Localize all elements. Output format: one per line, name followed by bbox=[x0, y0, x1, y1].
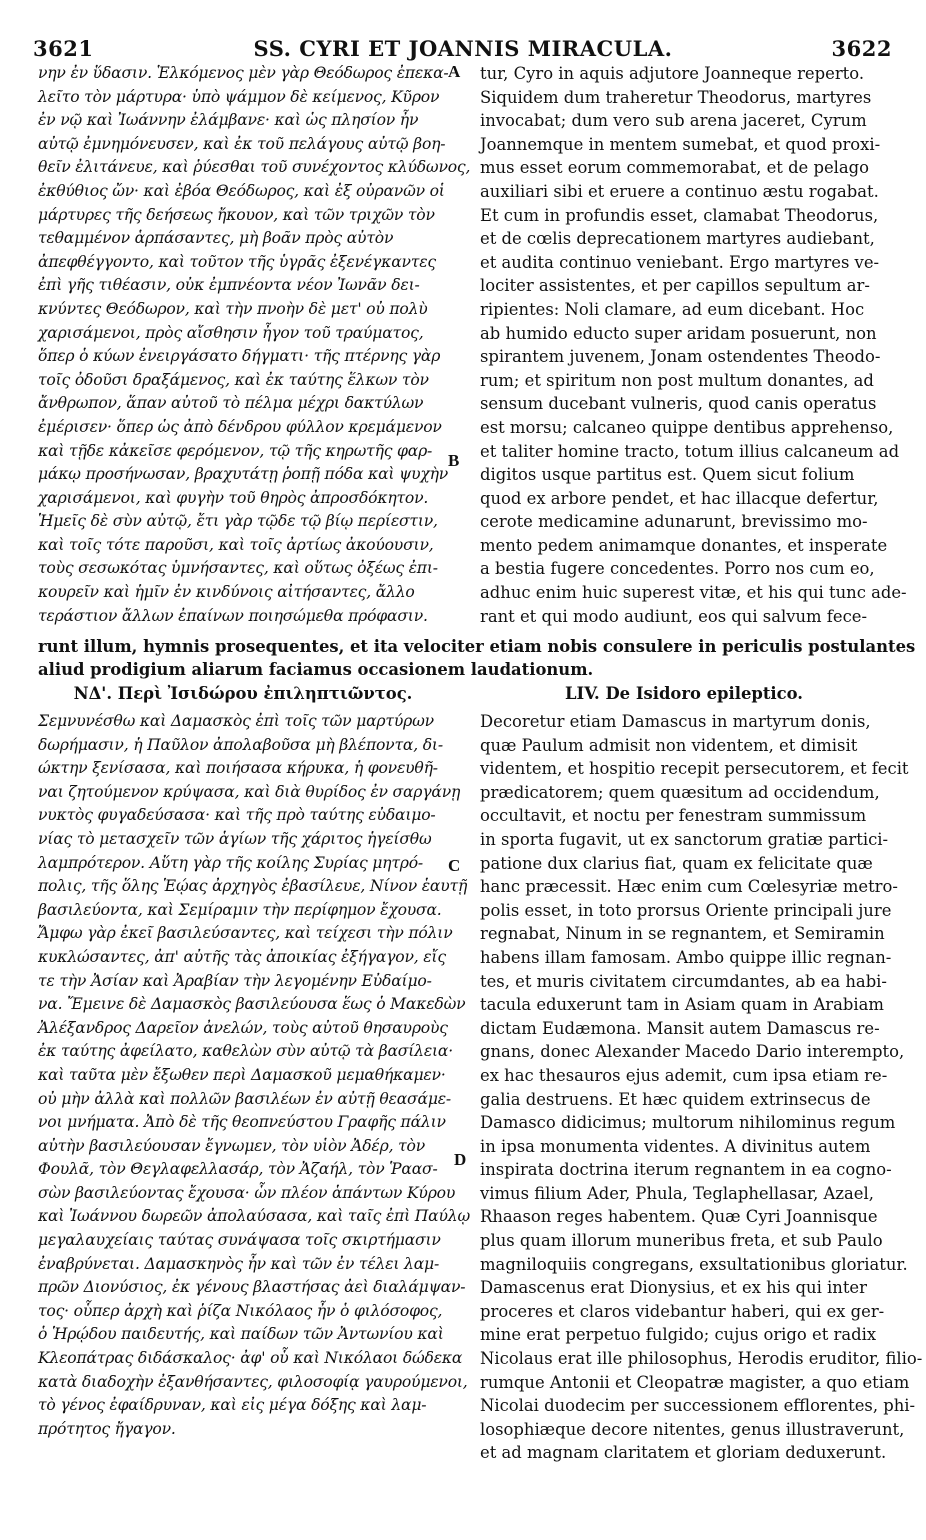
latin-text-line: tes, et muris civitatem circumdantes, ab ea habi- bbox=[480, 971, 887, 991]
latin-continuation-line-2: aliud prodigium aliarum faciamus occasionem laudationum. bbox=[38, 660, 594, 679]
greek-text-line: ἐναβρύνεται. Δαμασκηνὸς ἦν καὶ τῶν ἐν τέλει λαμ- bbox=[38, 1254, 440, 1273]
page-number-right: 3622 bbox=[831, 36, 892, 61]
greek-text-line: χαρισάμενοι, καὶ φυγὴν τοῦ θηρὸς ἀπροσδόκητον. bbox=[38, 488, 429, 507]
greek-text-line: ἀπεφθέγγοντο, καὶ τοῦτον τῆς ὑγρᾶς ἐξενέγκαντες bbox=[38, 252, 436, 271]
greek-column-bottom bbox=[38, 710, 470, 1441]
latin-text-line: rum; et spiritum non post multum donantes, ad bbox=[480, 370, 874, 390]
greek-text-line: ναι ζητούμενον κρύψασα, καὶ διὰ θυρίδος ἐν σαργάνῃ bbox=[38, 782, 461, 801]
greek-text-line: οὐ μὴν ἀλλὰ καὶ πολλῶν βασιλέων ἐν αὐτῇ θεασάμε- bbox=[38, 1089, 451, 1108]
greek-text-line: ὁ Ἡρῴδου παιδευτής, καὶ παίδων τῶν Ἀντωνίου καὶ bbox=[38, 1325, 444, 1344]
greek-text-line: τεράστιον ἄλλων ἐπαίνων ποιησώμεθα πρόφασιν. bbox=[38, 606, 428, 625]
latin-text-line: Joannemque in mentem sumebat, et quod proxi- bbox=[480, 134, 881, 154]
latin-text-line: magniloquiis congregans, exsultationibus gloriatur. bbox=[480, 1254, 908, 1274]
greek-text-line: πολις, τῆς ὅλης Ἑῴας ἀρχηγὸς ἐβασίλευε, Νίνον ἑαυτῇ bbox=[38, 877, 468, 896]
latin-text-line: prædicatorem; quem quæsitum ad occidendum, bbox=[480, 782, 880, 802]
latin-text-line: vimus filium Ader, Phula, Teglaphellasar, Azael, bbox=[480, 1183, 874, 1203]
latin-text-line: mine erat perpetuo fulgido; cujus origo et radix bbox=[480, 1325, 877, 1345]
greek-text-line: να. Ἔμεινε δὲ Δαμασκὸς βασιλεύουσα ἕως ὁ Μακεδὼν bbox=[38, 995, 466, 1014]
latin-text-line: regnabat, Ninum in se regnantem, et Semiramin bbox=[480, 924, 885, 944]
greek-text-line: καὶ τῇδε κἀκεῖσε φερόμενον, τῷ τῆς κηρωτῆς φαρ- bbox=[38, 441, 433, 460]
latin-text-line: dictam Eudæmona. Mansit autem Damascus re- bbox=[480, 1018, 880, 1038]
greek-text-line: Φουλᾶ, τὸν Θεγλαφελλασάρ, τὸν Ἀζαήλ, τὸν Ῥαασ- bbox=[38, 1160, 438, 1179]
latin-text-line: ex hac thesauros ejus ademit, cum ipsa etiam re- bbox=[480, 1065, 888, 1085]
latin-text-line: plus quam illorum muneribus freta, et sub Paulo bbox=[480, 1231, 883, 1251]
greek-column-top bbox=[38, 62, 471, 628]
greek-text-line: ἐκθύθιος ὤν· καὶ ἐβόα Θεόδωρος, καὶ ἐξ οὐρανῶν οἱ bbox=[38, 181, 445, 200]
latin-column-top bbox=[480, 62, 907, 628]
latin-text-line: proceres et claros videbantur haberi, qui ex ger- bbox=[480, 1301, 885, 1321]
greek-text-line: νυκτὸς φυγαδεύσασα· καὶ τῆς πρὸ ταύτης εὐδαιμο- bbox=[38, 806, 436, 825]
greek-text-line: κνύντες Θεόδωρον, καὶ τὴν πνοὴν δὲ μετ' οὐ πολὺ bbox=[38, 299, 428, 318]
latin-text-line: gnans, donec Alexander Macedo Dario interempto, bbox=[480, 1042, 905, 1062]
latin-text-line: Decoretur etiam Damascus in martyrum donis, bbox=[480, 712, 871, 731]
latin-text-line: quæ Paulum admisit non videntem, et dimisit bbox=[480, 735, 858, 755]
greek-text-line: αὐτὴν βασιλεύουσαν ἔγνωμεν, τὸν υἱὸν Ἀδέρ, τὸν bbox=[38, 1136, 425, 1155]
latin-text-line: spirantem juvenem, Jonam ostendentes Theodo- bbox=[480, 347, 881, 367]
greek-text-line: τεθαμμένον ἁρπάσαντες, μὴ βοᾶν πρὸς αὐτὸν bbox=[38, 229, 394, 248]
greek-text-line: ἐκ ταύτης ἀφείλατο, καθελὼν σὺν αὐτῷ τὰ βασίλεια· bbox=[38, 1042, 454, 1061]
greek-text-line: τοὺς σεσωκότας ὑμνήσαντες, καὶ οὕτως ὀξέως ἐπι- bbox=[38, 559, 438, 578]
latin-text-line: cerote medicamine adunarunt, brevissimo mo- bbox=[480, 512, 868, 532]
latin-text-line: a bestia fugere concedentes. Porro nos cum eo, bbox=[480, 559, 875, 579]
greek-text-line: ὅπερ ὁ κύων ἐνειργάσατο δήγματι· τῆς πτέρνης γὰρ bbox=[38, 347, 441, 366]
greek-text-line: νίας τὸ μετασχεῖν τῶν ἁγίων τῆς χάριτος ἡγείσθω bbox=[38, 829, 432, 848]
greek-text-line: κατὰ διαδοχὴν ἐξανθήσαντες, φιλοσοφίᾳ γαυρούμενοι, bbox=[38, 1372, 468, 1391]
latin-text-line: tur, Cyro in aquis adjutore Joanneque reperto. bbox=[480, 64, 865, 83]
greek-text-line: μεγαλαυχείαις ταύτας συνάψασα τοῖς σκιρτήμασιν bbox=[38, 1231, 441, 1250]
latin-text-line: et audita continuo veniebant. Ergo martyres ve- bbox=[480, 252, 880, 272]
greek-text-line: κυκλώσαντες, ἀπ' αὐτῆς τὰς ἀποικίας ἐξήγαγον, εἴς bbox=[38, 947, 446, 966]
greek-text-line: πρῶν Διονύσιος, ἐκ γένους βλαστήσας ἀεὶ διαλάμψαν- bbox=[38, 1278, 466, 1297]
greek-text-line: Σεμνυνέσθω καὶ Δαμασκὸς ἐπὶ τοῖς τῶν μαρτύρων bbox=[38, 712, 434, 730]
greek-text-line: βασιλεύοντα, καὶ Σεμίραμιν τὴν περίφημον ἔχουσα. bbox=[38, 900, 442, 919]
latin-text-line: et ad magnam claritatem et gloriam deduxerunt. bbox=[480, 1443, 887, 1463]
latin-text-line: ripientes: Noli clamare, ad eum dicebant. Hoc bbox=[480, 299, 865, 319]
latin-text-line: invocabat; dum vero sub arena jaceret, Cyrum bbox=[480, 111, 867, 131]
greek-text-line: κουρεῖν καὶ ἡμῖν ἐν κινδύνοις αἰτήσαντες, ἄλλο bbox=[38, 583, 415, 602]
latin-text-line: et taliter homine tracto, totum illius calcaneum ad bbox=[480, 441, 900, 461]
greek-text-line: ἐμέρισεν· ὅπερ ὡς ἀπὸ δένδρου φύλλον κρεμάμενον bbox=[38, 417, 442, 436]
margin-letter-b: B bbox=[448, 451, 460, 470]
latin-text-line: polis esset, in toto prorsus Oriente principali jure bbox=[480, 900, 892, 920]
latin-text-line: hanc præcessit. Hæc enim cum Cœlesyriæ metro- bbox=[480, 877, 898, 897]
greek-text-line: λεῖτο τὸν μάρτυρα· ὑπὸ ψάμμον δὲ κείμενος, Κῦρον bbox=[38, 87, 440, 106]
latin-text-line: ab humido educto super aridam posuerunt, non bbox=[480, 323, 877, 343]
greek-text-line: καὶ τοῖς τότε παροῦσι, καὶ τοῖς ἀρτίως ἀκούουσιν, bbox=[38, 535, 434, 554]
greek-text-line: Κλεοπάτρας διδάσκαλος· ἀφ' οὗ καὶ Νικόλαοι δώδεκα bbox=[38, 1349, 463, 1368]
latin-text-line: habens illam famosam. Ambo quippe illic regnan- bbox=[480, 947, 892, 967]
greek-text-line: λαμπρότερον. Αὕτη γὰρ τῆς κοίλης Συρίας μητρό- bbox=[38, 853, 423, 872]
greek-text-line: Ἡμεῖς δὲ σὺν αὐτῷ, ἔτι γὰρ τῷδε τῷ βίῳ περίεστιν, bbox=[38, 512, 438, 531]
latin-text-line: lociter assistentes, et per capillos sepultum ar- bbox=[480, 276, 870, 296]
greek-text-line: καὶ Ἰωάννου δωρεῶν ἀπολαύσασα, καὶ ταῖς ἐπὶ Παύλῳ bbox=[38, 1207, 470, 1226]
latin-text-line: et de cœlis deprecationem martyres audiebant, bbox=[480, 229, 875, 249]
latin-text-line: rumque Antonii et Cleopatræ magister, a quo etiam bbox=[480, 1372, 910, 1392]
greek-text-line: νην ἐν ὕδασιν. Ἑλκόμενος μὲν γὰρ Θεόδωρος ἐπεκα- bbox=[38, 64, 449, 82]
greek-text-line: καὶ ταῦτα μὲν ἔξωθεν περὶ Δαμασκοῦ μεμαθήκαμεν· bbox=[38, 1065, 446, 1084]
margin-letter-c: C bbox=[448, 856, 461, 875]
greek-text-line: τοῖς ὀδοῦσι δραξάμενος, καὶ ἐκ ταύτης ἕλκων τὸν bbox=[38, 370, 429, 389]
greek-text-line: Ἀλέξανδρος Δαρεῖον ἀνελών, τοὺς αὐτοῦ θησαυροὺς bbox=[38, 1018, 448, 1037]
greek-text-line: ἄνθρωπον, ἅπαν αὐτοῦ τὸ πέλμα μέχρι δακτύλων bbox=[38, 394, 424, 413]
latin-text-line: Damascenus erat Dionysius, et ex his qui inter bbox=[480, 1278, 867, 1298]
latin-text-line: est morsu; calcaneo quippe dentibus apprehenso, bbox=[480, 417, 894, 437]
running-title: SS. CYRI ET JOANNIS MIRACULA. bbox=[253, 36, 673, 61]
greek-text-line: μάκῳ προσήνωσαν, βραχυτάτῃ ῥοπῇ πόδα καὶ ψυχὴν bbox=[38, 465, 449, 484]
latin-text-line: tacula eduxerunt tam in Asiam quam in Arabiam bbox=[480, 995, 884, 1015]
latin-text-line: Rhaason reges habentem. Quæ Cyri Joannisque bbox=[480, 1207, 878, 1227]
greek-text-line: χαρισάμενοι, πρὸς αἴσθησιν ἦγον τοῦ τραύματος, bbox=[38, 323, 424, 342]
latin-text-line: galia destruens. Et hæc quidem extrinsecus de bbox=[480, 1089, 871, 1109]
latin-text-line: losophiæque decore nitentes, genus illustraverunt, bbox=[480, 1419, 905, 1439]
greek-text-line: πρότητος ἤγαγον. bbox=[38, 1419, 176, 1438]
latin-text-line: inspirata doctrina iterum regnantem in ea cogno- bbox=[480, 1160, 892, 1180]
greek-text-line: ώκτην ξενίσασα, καὶ ποιήσασα κήρυκα, ἡ φονευθῆ- bbox=[38, 759, 438, 778]
latin-text-line: in sporta fugavit, ut ex sanctorum gratiæ partici- bbox=[480, 829, 889, 849]
greek-section-heading: ΝΔ'. Περὶ Ἰσιδώρου ἐπιληπτιῶντος. bbox=[73, 684, 413, 703]
latin-text-line: mus esset eorum commemorabat, et de pelago bbox=[480, 158, 870, 178]
greek-text-line: μάρτυρες τῆς δεήσεως ἤκουον, καὶ τῶν τριχῶν τὸν bbox=[38, 205, 435, 224]
greek-text-line: Ἄμφω γὰρ ἐκεῖ βασιλεύσαντες, καὶ τείχεσι τὴν πόλιν bbox=[38, 924, 453, 943]
latin-text-line: in ipsa monumenta videntes. A divinitus autem bbox=[480, 1136, 871, 1156]
latin-continuation-line-1: runt illum, hymnis prosequentes, et ita velociter etiam nobis consulere in periculis postulantes bbox=[38, 637, 916, 656]
greek-text-line: θεῖν ἐλιτάνευε, καὶ ῥύεσθαι τοῦ συνέχοντος κλύδωνος, bbox=[38, 158, 471, 177]
greek-text-line: αὐτῷ ἐμνημόνευσεν, καὶ ἐκ τοῦ πελάγους αὐτῷ βοη- bbox=[38, 134, 446, 153]
margin-letter-a: A bbox=[448, 62, 461, 81]
latin-text-line: Et cum in profundis esset, clamabat Theodorus, bbox=[480, 205, 879, 225]
latin-text-line: videntem, et hospitio recepit persecutorem, et fecit bbox=[480, 759, 909, 779]
latin-text-line: sensum ducebant vulneris, quod canis operatus bbox=[480, 394, 877, 414]
latin-column-bottom bbox=[480, 710, 923, 1465]
greek-text-line: νοι μνήματα. Ἀπὸ δὲ τῆς θεοπνεύστου Γραφῆς πάλιν bbox=[38, 1113, 446, 1132]
latin-text-line: rant et qui modo audiunt, eos qui salvum fece- bbox=[480, 606, 867, 626]
latin-text-line: Nicolai duodecim per successionem efflorentes, phi- bbox=[480, 1396, 916, 1416]
greek-text-line: δωρήμασιν, ἡ Παῦλον ἀπολαβοῦσα μὴ βλέποντα, δι- bbox=[38, 735, 443, 754]
latin-text-line: mento pedem animamque donantes, et insperate bbox=[480, 535, 888, 555]
latin-text-line: occultavit, et noctu per fenestram summissum bbox=[480, 806, 867, 826]
greek-text-line: τὸ γένος ἐφαίδρυναν, καὶ εἰς μέγα δόξης καὶ λαμ- bbox=[38, 1396, 427, 1415]
latin-text-line: Siquidem dum traheretur Theodorus, martyres bbox=[480, 87, 872, 107]
greek-text-line: τε τὴν Ἀσίαν καὶ Ἀραβίαν τὴν λεγομένην Εὐδαίμο- bbox=[38, 971, 432, 990]
latin-text-line: quod ex arbore pendet, et hac illacque defertur, bbox=[480, 488, 879, 508]
latin-text-line: Nicolaus erat ille philosophus, Herodis eruditor, filio- bbox=[480, 1349, 923, 1369]
greek-text-line: σὼν βασιλεύοντας ἔχουσα· ὧν πλέον ἁπάντων Κύρου bbox=[38, 1183, 456, 1202]
latin-section-heading: LIV. De Isidoro epileptico. bbox=[565, 684, 803, 703]
latin-text-line: digitos usque partitus est. Quem sicut folium bbox=[480, 465, 855, 485]
greek-text-line: ἐπὶ γῆς τιθέασιν, οὐκ ἐμπνέοντα νέον Ἰωνᾶν δει- bbox=[38, 276, 420, 295]
greek-text-line: τος· οὗπερ ἀρχὴ καὶ ῥίζα Νικόλαος ἦν ὁ φιλόσοφος, bbox=[38, 1301, 443, 1320]
latin-text-line: auxiliari sibi et eruere a continuo æstu rogabat. bbox=[480, 181, 879, 201]
margin-letter-d: D bbox=[454, 1150, 467, 1169]
greek-text-line: ἐν νῷ καὶ Ἰωάννην ἐλάμβανε· καὶ ὡς πλησίον ἦν bbox=[38, 111, 419, 130]
page-number-left: 3621 bbox=[33, 36, 94, 61]
latin-text-line: patione dux clarius fiat, quam ex felicitate quæ bbox=[480, 853, 873, 873]
latin-text-line: adhuc enim huic superest vitæ, et his qui tunc ade- bbox=[480, 583, 907, 603]
latin-text-line: Damasco didicimus; multorum nihilominus regum bbox=[480, 1113, 896, 1133]
